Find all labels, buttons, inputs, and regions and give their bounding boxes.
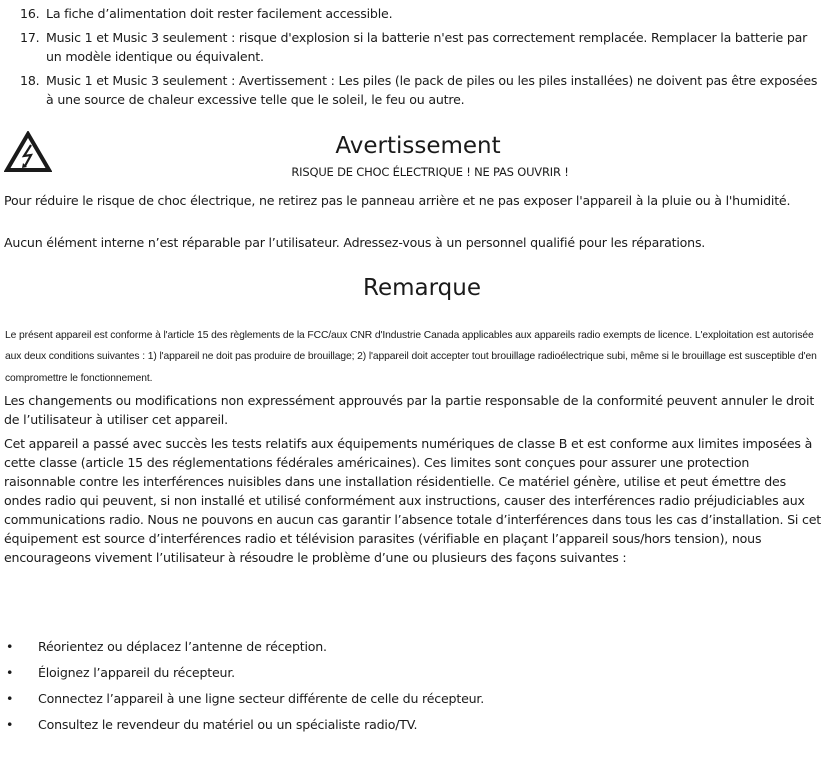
- bullet-marker: •: [6, 717, 14, 732]
- warning-paragraph: Pour réduire le risque de choc électrique, ne retirez pas le panneau arrière et ne pas exposer l'appareil à la pluie ou à l'humidité.: [4, 193, 791, 208]
- warning-paragraph: Aucun élément interne n’est réparable par l’utilisateur. Adressez-vous à un personnel qualifié pour les réparations.: [4, 235, 706, 250]
- bullet-text: Éloignez l’appareil du récepteur.: [38, 665, 235, 680]
- bullet-marker: •: [6, 665, 14, 680]
- list-item: [20, 71, 820, 109]
- item-text: Music 1 et Music 3 seulement : risque d'explosion si la batterie n'est pas correctement remplacée. Remplacer la batterie par un modèle identique ou équivalent.: [46, 30, 808, 64]
- list-item: [4, 663, 804, 682]
- list-item: [20, 28, 820, 66]
- warning-subtitle: RISQUE DE CHOC ÉLECTRIQUE ! NE PAS OUVRIR !: [291, 165, 569, 179]
- numbered-list: [20, 4, 820, 114]
- item-text: Music 1 et Music 3 seulement : Avertissement : Les piles (le pack de piles ou les piles installées) ne doivent pas être exposées à une source de chaleur excessive telle que le soleil, le feu ou autre.: [46, 73, 818, 107]
- remarque-title: Remarque: [363, 275, 481, 301]
- item-text: La fiche d’alimentation doit rester facilement accessible.: [46, 6, 393, 21]
- list-item: [4, 689, 804, 708]
- remarque-paragraph: Les changements ou modifications non expressément approuvés par la partie responsable de la conformité peuvent annuler le droit de l’utilisateur à utiliser cet appareil.: [4, 393, 815, 427]
- item-number: 16.: [20, 6, 40, 21]
- list-item: [4, 715, 804, 734]
- bullet-text: Réorientez ou déplacez l’antenne de réception.: [38, 639, 327, 654]
- list-item: [4, 637, 804, 656]
- item-number: 17.: [20, 30, 40, 45]
- warning-title: Avertissement: [335, 133, 501, 159]
- item-number: 18.: [20, 73, 40, 88]
- bullet-marker: •: [6, 691, 14, 706]
- bullet-list: [4, 637, 804, 741]
- warning-header: [4, 131, 826, 189]
- fcc-notice: Le présent appareil est conforme à l'article 15 des règlements de la FCC/aux CNR d'Industrie Canada applicables aux appareils radio exempts de licence. L'exploitation est autorisée aux deux conditions suivantes : 1) l'appareil ne doit pas produire de brouillage; 2) l'appareil doit accepter tout brouillage radioélectrique subi, même si le brouillage est susceptible d'en compromettre le fonctionnement.: [5, 330, 817, 384]
- remarque-paragraph: Cet appareil a passé avec succès les tests relatifs aux équipements numériques de classe B et est conforme aux limites imposées à cette classe (article 15 des réglementations fédérales américaines). Ces limites sont conçues pour assurer une protection raisonnable contre les interférences nuisibles dans une installation résidentielle. Ce matériel génère, utilise et peut émettre des ondes radio qui peuvent, si non installé et utilisé conformément aux instructions, causer des interférences radio préjudiciables aux communications radio. Nous ne pouvons en aucun cas garantir l’absence totale d’interférences dans tous les cas d’installation. Si cet équipement est source d’interférences radio et télévision parasites (vérifiable en plaçant l’appareil sous/hors tension), nous encourageons vivement l’utilisateur à résoudre le problème d’une ou plusieurs des façons suivantes :: [4, 436, 821, 565]
- list-item: [20, 4, 820, 23]
- bullet-marker: •: [6, 639, 14, 654]
- bullet-text: Consultez le revendeur du matériel ou un spécialiste radio/TV.: [38, 717, 418, 732]
- bullet-text: Connectez l’appareil à une ligne secteur différente de celle du récepteur.: [38, 691, 485, 706]
